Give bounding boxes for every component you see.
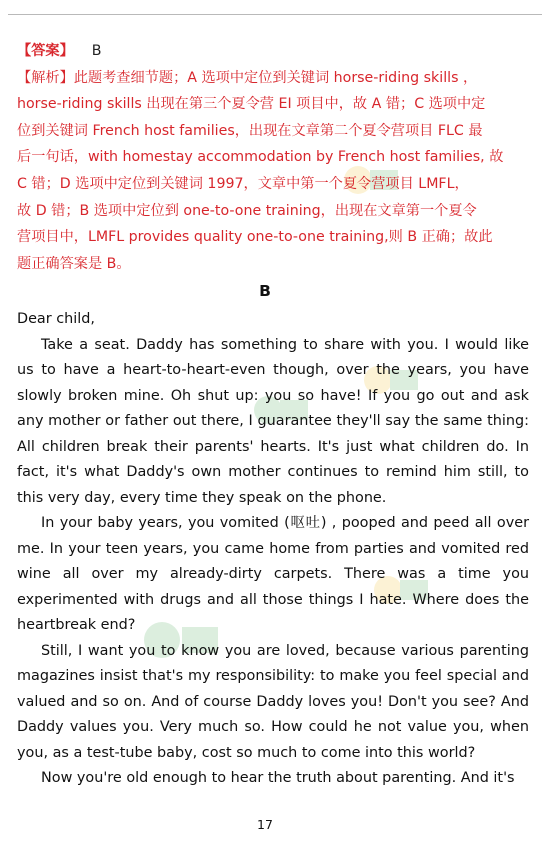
explanation-line: 后一句话，with homestay accommodation by French host families, 故 <box>17 149 504 166</box>
answer-tag: 【答案】 <box>17 43 74 59</box>
answer-value: B <box>91 43 102 59</box>
answer-line <box>17 38 532 65</box>
reading-passage <box>17 307 529 792</box>
explanation-line: 题正确答案是 B。 <box>17 255 131 272</box>
explanation-line: 故 D 错；B 选项中定位到 one-to-one training，出现在文章第一个夏令 <box>17 202 477 219</box>
top-divider <box>8 14 542 15</box>
explanation-line: horse-riding skills 出现在第三个夏令营 EI 项目中，故 A 错；C 选项中定 <box>17 96 486 113</box>
explanation-line: 营项目中，LMFL provides quality one-to-one training,则 B 正确；故此 <box>17 229 493 246</box>
explanation-line: 位到关键词 French host families，出现在文章第二个夏令营项目 FLC 最 <box>17 122 483 139</box>
explanation-line: 【解析】此题考查细节题；A 选项中定位到关键词 horse-riding skills ， <box>17 69 478 86</box>
salutation: Dear child, <box>17 311 95 327</box>
page-number: 17 <box>257 817 273 832</box>
passage-paragraph: Take a seat. Daddy has something to share with you. I would like us to have a heart-to-heart-even though, over the years, you have slowly broken mine. Oh shut up: you so have! If you go out and ask any mother or father out there, I guarantee they'll say the same thing: All children break their parents' hearts. It's just what children do. In fact, it's what Daddy's own mother continues to remind him still, to this very day, every time they speak on the phone. <box>17 336 529 506</box>
answer-explanation <box>17 38 532 277</box>
passage-paragraph: In your baby years, you vomited (呕吐) , pooped and peed all over me. In your teen years, you came home from parties and vomited red wine all over my already-dirty carpets. There was a time you experimented with drugs and all those things I hate. Where does the heartbreak end? <box>17 515 529 633</box>
passage-paragraph: Still, I want you to know you are loved, because various parenting magazines insist that's my responsibility: to make you feel special and valued and so on. And of course Daddy loves you! Don't you see? And Daddy values you. Very much so. How could he not value you, when you, as a test-tube baby, cost so much to come into this world? <box>17 642 529 761</box>
section-heading: B <box>259 282 271 300</box>
passage-paragraph: Now you're old enough to hear the truth about parenting. And it's <box>41 770 515 786</box>
explanation-line: C 错；D 选项中定位到关键词 1997，文章中第一个夏令营项目 LMFL， <box>17 175 469 192</box>
